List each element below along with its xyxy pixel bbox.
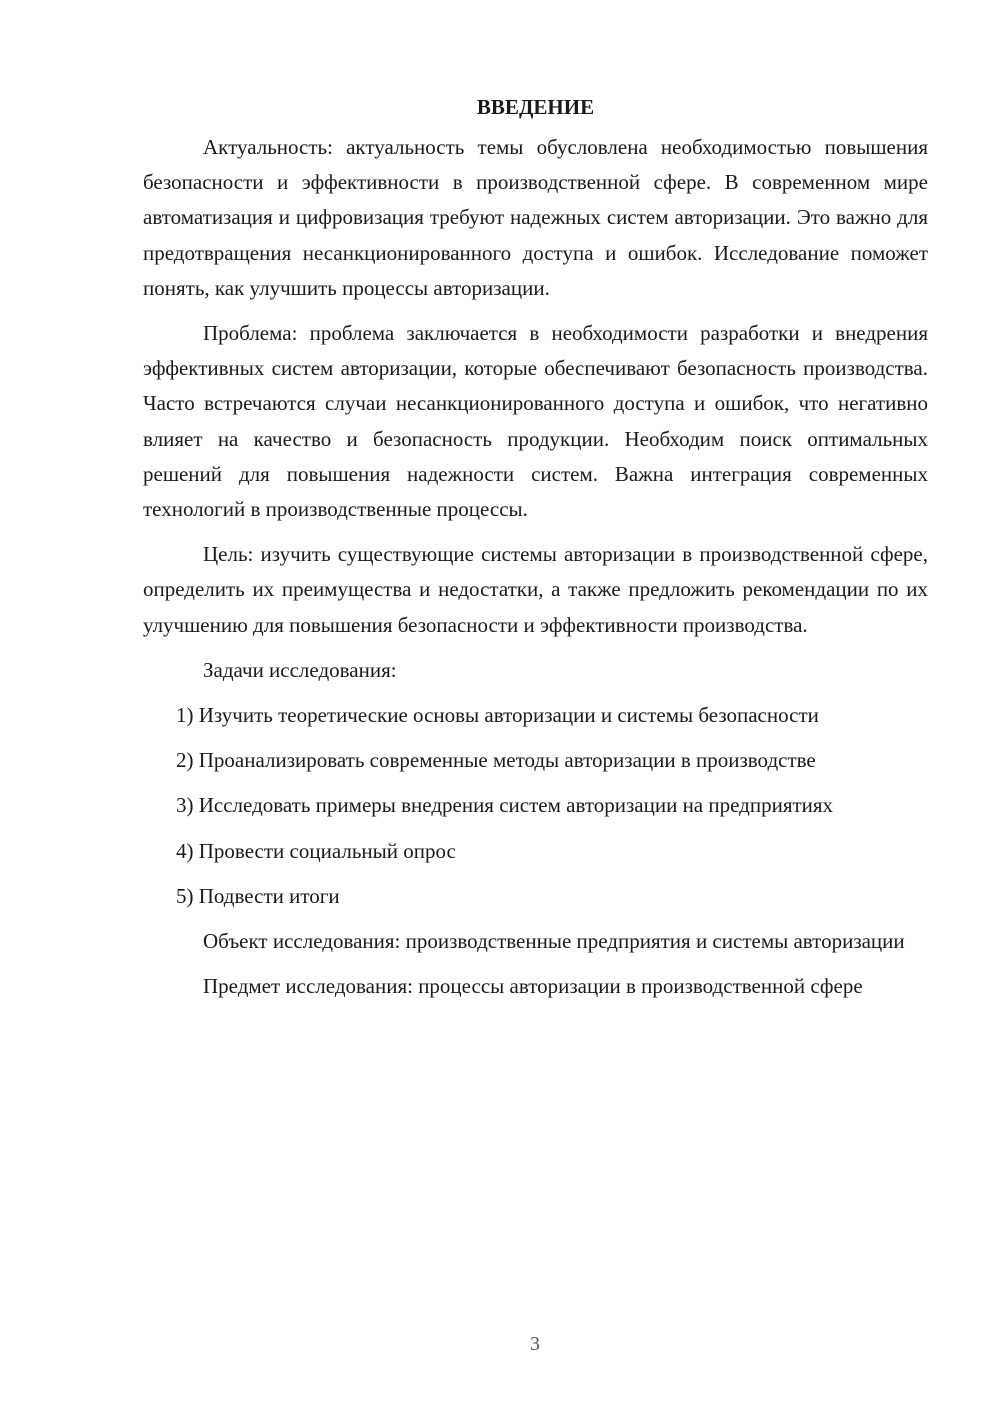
paragraph-problem: Проблема: проблема заключается в необходимости разработки и внедрения эффективных систем авторизации, которые обеспечивают безопасность производства. Часто встречаются случаи несанкционированного доступа и ошибок, что негативно влияет на качество и безопасность продукции. Необходим поиск оптимальных решений для повышения надежности систем. Важна интеграция современных технологий в производственные процессы. [143, 321, 928, 522]
paragraph-subject: Предмет исследования: процессы авторизации в производственной сфере [203, 974, 863, 999]
task-item: 1) Изучить теоретические основы авторизации и системы безопасности [176, 703, 819, 728]
task-item: 3) Исследовать примеры внедрения систем авторизации на предприятиях [176, 793, 834, 818]
paragraph-goal: Цель: изучить существующие системы авторизации в производственной сфере, определить их преимущества и недостатки, а также предложить рекомендации по их улучшению для повышения безопасности и эффективности производства. [143, 542, 928, 637]
task-item: 5) Подвести итоги [176, 883, 340, 908]
paragraph-object: Объект исследования: производственные предприятия и системы авторизации [203, 929, 905, 954]
paragraph-relevance: Актуальность: актуальность темы обусловлена необходимостью повышения безопасности и эффективности в производственной сфере. В современном мире автоматизация и цифровизация требуют надежных систем авторизации. Это важно для предотвращения несанкционированного доступа и ошибок. Исследование поможет понять, как улучшить процессы авторизации. [143, 135, 928, 300]
task-item: 2) Проанализировать современные методы авторизации в производстве [176, 748, 816, 773]
task-item: 4) Провести социальный опрос [176, 838, 456, 863]
section-title: ВВЕДЕНИЕ [476, 95, 595, 119]
tasks-heading: Задачи исследования: [203, 657, 397, 682]
page-content [143, 90, 928, 1004]
page-number: 3 [530, 1333, 540, 1355]
